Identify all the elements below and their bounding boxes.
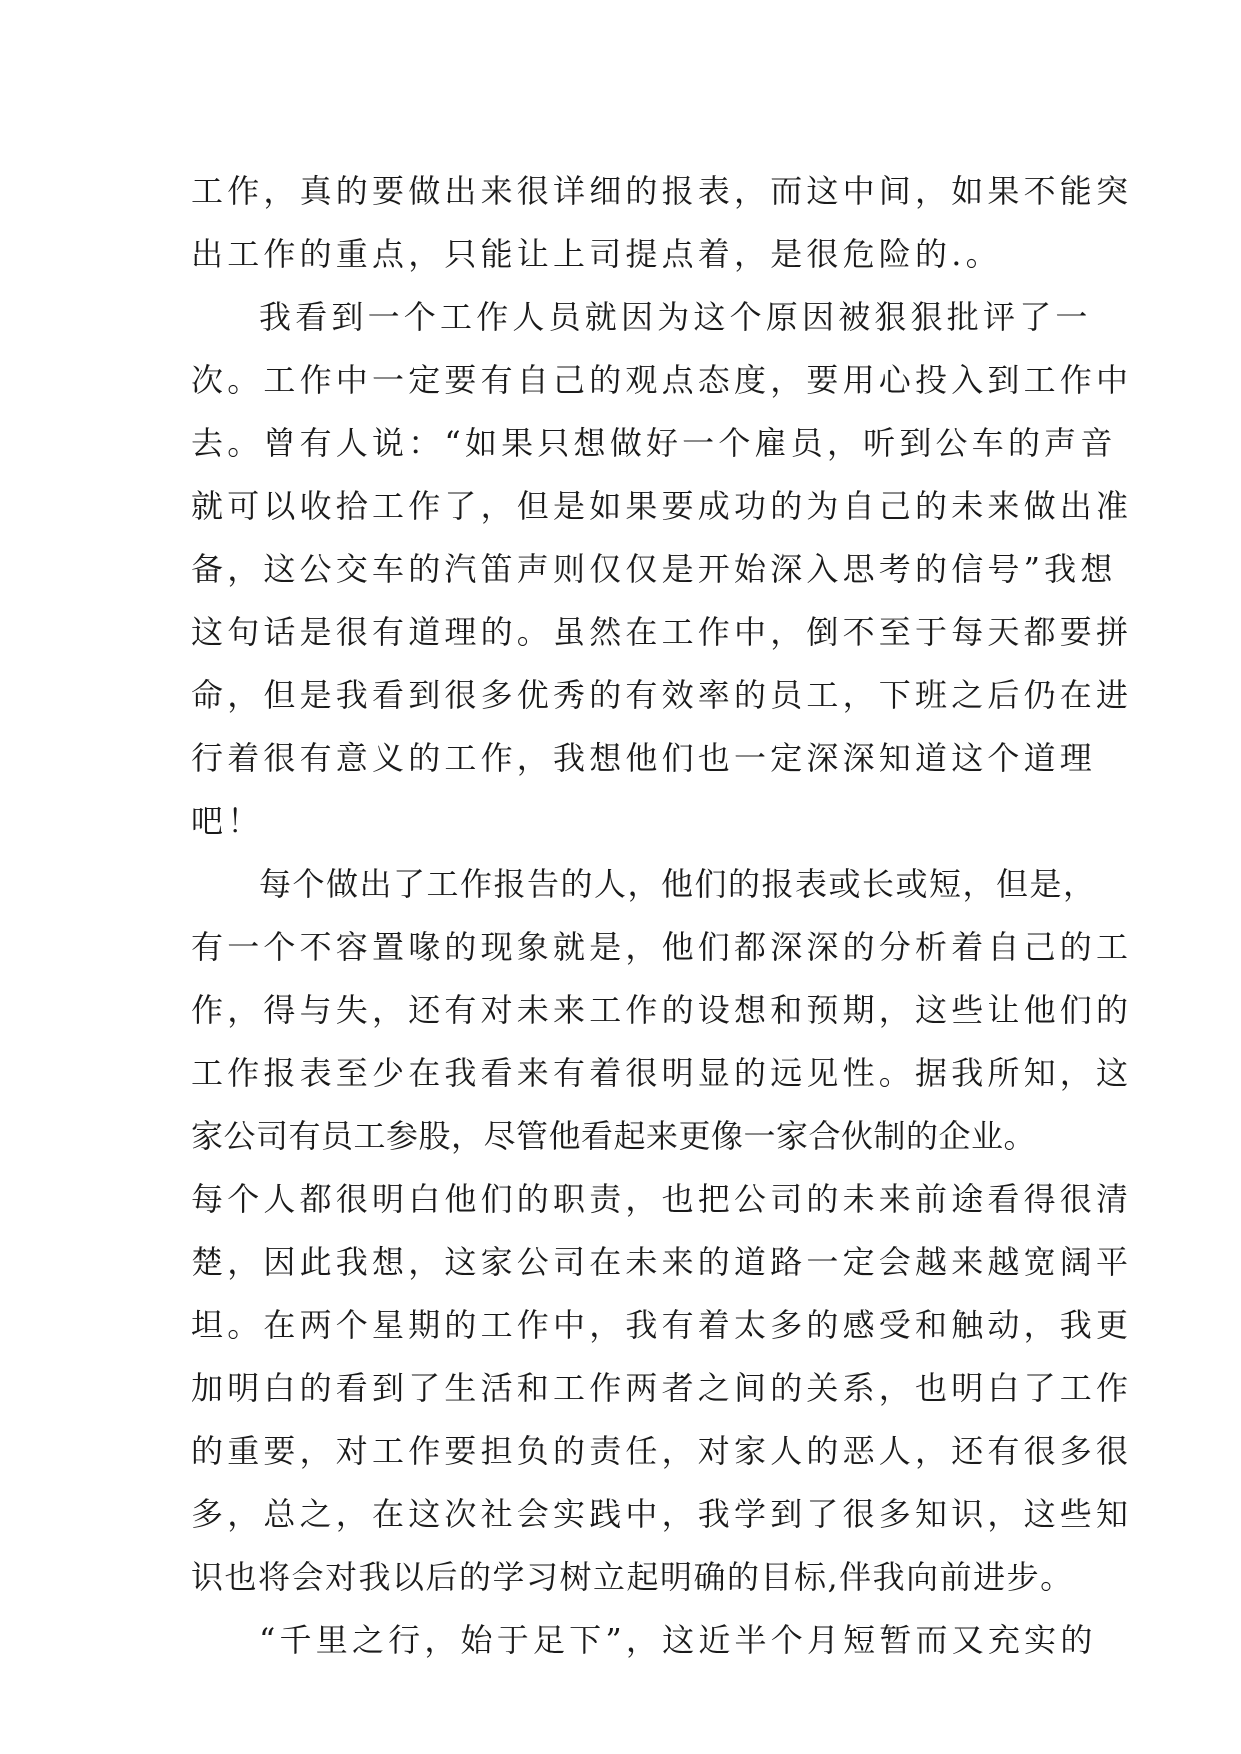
text-line: 识也将会对我以后的学习树立起明确的目标,伴我向前进步。	[191, 1558, 1074, 1596]
text-line: 工作，真的要做出来很详细的报表，而这中间，如果不能突	[191, 172, 1133, 210]
text-line: 楚，因此我想，这家公司在未来的道路一定会越来越宽阔平	[191, 1243, 1133, 1281]
text-line: 的重要，对工作要担负的责任，对家人的恶人，还有很多很	[191, 1432, 1133, 1470]
text-line: 次。工作中一定要有自己的观点态度，要用心投入到工作中	[191, 361, 1133, 399]
text-line: 每个人都很明白他们的职责，也把公司的未来前途看得很清	[191, 1180, 1133, 1218]
paragraph-start-line: “千里之行，始于足下”，这近半个月短暂而又充实的	[259, 1621, 1097, 1659]
text-line: 有一个不容置喙的现象就是，他们都深深的分析着自己的工	[191, 928, 1133, 966]
text-line: 家公司有员工参股，尽管他看起来更像一家合伙制的企业。	[191, 1117, 1037, 1155]
text-line: 坦。在两个星期的工作中，我有着太多的感受和触动，我更	[191, 1306, 1133, 1344]
text-line: 备，这公交车的汽笛声则仅仅是开始深入思考的信号”我想	[191, 550, 1117, 588]
document-body	[191, 160, 1133, 1672]
text-line: 行着很有意义的工作，我想他们也一定深深知道这个道理	[191, 739, 1097, 777]
text-line: 出工作的重点，只能让上司提点着，是很危险的.。	[191, 235, 1002, 273]
text-line: 工作报表至少在我看来有着很明显的远见性。据我所知，这	[191, 1054, 1133, 1092]
paragraph-start-line: 每个做出了工作报告的人，他们的报表或长或短，但是，	[259, 865, 1097, 903]
text-line: 多，总之，在这次社会实践中，我学到了很多知识，这些知	[191, 1495, 1133, 1533]
text-line: 作，得与失，还有对未来工作的设想和预期，这些让他们的	[191, 991, 1133, 1029]
text-line: 命，但是我看到很多优秀的有效率的员工，下班之后仍在进	[191, 676, 1133, 714]
text-line: 吧！	[191, 802, 264, 840]
paragraph-start-line: 我看到一个工作人员就因为这个原因被狠狠批评了一	[259, 298, 1092, 336]
text-line: 就可以收拾工作了，但是如果要成功的为自己的未来做出准	[191, 487, 1133, 525]
text-line: 加明白的看到了生活和工作两者之间的关系，也明白了工作	[191, 1369, 1133, 1407]
text-line: 去。曾有人说：“如果只想做好一个雇员，听到公车的声音	[191, 424, 1117, 462]
text-line: 这句话是很有道理的。虽然在工作中，倒不至于每天都要拼	[191, 613, 1133, 651]
